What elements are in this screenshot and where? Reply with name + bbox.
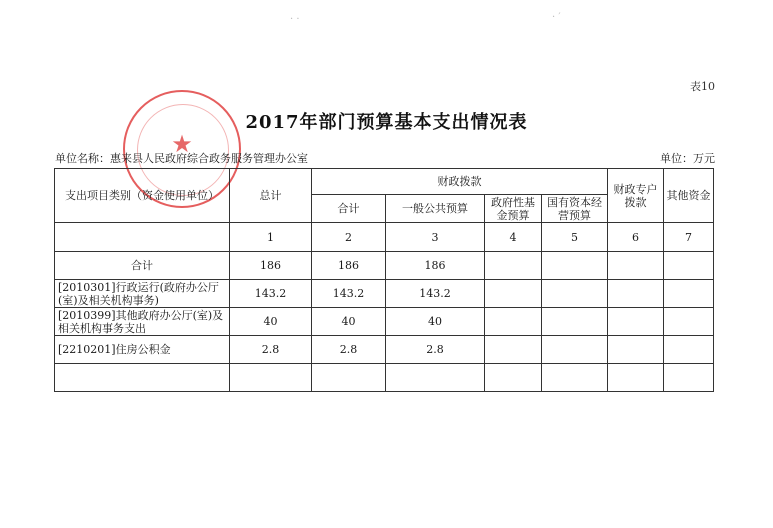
cell-general: 186 <box>386 252 485 280</box>
cell-sum: 2.8 <box>312 336 386 364</box>
cell-empty <box>608 252 664 280</box>
table-row <box>55 280 714 308</box>
cell-general: 2.8 <box>386 336 485 364</box>
col-number: 3 <box>386 223 485 252</box>
row-label: [2210201]住房公积金 <box>55 336 230 364</box>
cell-empty <box>230 364 312 392</box>
currency-unit-label: 单位：万元 <box>660 152 715 165</box>
cell-empty <box>664 364 714 392</box>
header-total: 总计 <box>230 169 312 223</box>
cell-empty <box>485 336 542 364</box>
cell-empty <box>55 364 230 392</box>
unit-name-label: 单位名称：惠来县人民政府综合政务服务管理办公室 <box>55 152 308 165</box>
col-number: 7 <box>664 223 714 252</box>
budget-table <box>54 168 714 392</box>
cell-empty <box>542 252 608 280</box>
cell-empty <box>664 336 714 364</box>
row-label: [2010301]行政运行(政府办公厅(室)及相关机构事务) <box>55 280 230 308</box>
row-label: 合计 <box>55 252 230 280</box>
header-state-capital-budget: 国有资本经营预算 <box>542 195 608 223</box>
cell-empty <box>542 336 608 364</box>
cell-total: 186 <box>230 252 312 280</box>
cell-general: 40 <box>386 308 485 336</box>
col-number: 4 <box>485 223 542 252</box>
col-number: 1 <box>230 223 312 252</box>
cell-empty <box>542 280 608 308</box>
header-category: 支出项目类别（资金使用单位） <box>55 169 230 223</box>
cell-empty <box>664 308 714 336</box>
cell-sum: 40 <box>312 308 386 336</box>
seal-star-icon: ★ <box>171 130 193 158</box>
page-title: 2017年部门预算基本支出情况表 <box>245 112 528 133</box>
col-number: 2 <box>312 223 386 252</box>
row-label: [2010399]其他政府办公厅(室)及相关机构事务支出 <box>55 308 230 336</box>
cell-empty <box>386 364 485 392</box>
cell-empty <box>608 336 664 364</box>
cell-empty <box>485 364 542 392</box>
cell-empty <box>664 280 714 308</box>
table-row <box>55 308 714 336</box>
cell-total: 40 <box>230 308 312 336</box>
col-number: 5 <box>542 223 608 252</box>
header-fiscal-allocation: 财政拨款 <box>312 169 608 195</box>
cell-empty <box>485 280 542 308</box>
cell-sum: 143.2 <box>312 280 386 308</box>
header-other-funds: 其他资金 <box>664 169 714 223</box>
cell-empty <box>542 364 608 392</box>
header-fiscal-special: 财政专户拨款 <box>608 169 664 223</box>
cell-general: 143.2 <box>386 280 485 308</box>
cell-sum: 186 <box>312 252 386 280</box>
table-number: 表10 <box>690 80 715 93</box>
header-sum: 合计 <box>312 195 386 223</box>
cell-empty <box>608 308 664 336</box>
header-general-budget: 一般公共预算 <box>386 195 485 223</box>
scan-speck: · ′ <box>552 12 561 23</box>
cell-total: 143.2 <box>230 280 312 308</box>
table-row <box>55 336 714 364</box>
col-number-blank <box>55 223 230 252</box>
cell-empty <box>664 252 714 280</box>
cell-empty <box>608 364 664 392</box>
col-number: 6 <box>608 223 664 252</box>
cell-empty <box>485 308 542 336</box>
cell-empty <box>608 280 664 308</box>
table-row-total <box>55 252 714 280</box>
cell-empty <box>542 308 608 336</box>
cell-empty <box>485 252 542 280</box>
cell-total: 2.8 <box>230 336 312 364</box>
header-gov-fund-budget: 政府性基金预算 <box>485 195 542 223</box>
table-row-empty <box>55 364 714 392</box>
scan-speck: · · <box>290 14 300 25</box>
cell-empty <box>312 364 386 392</box>
